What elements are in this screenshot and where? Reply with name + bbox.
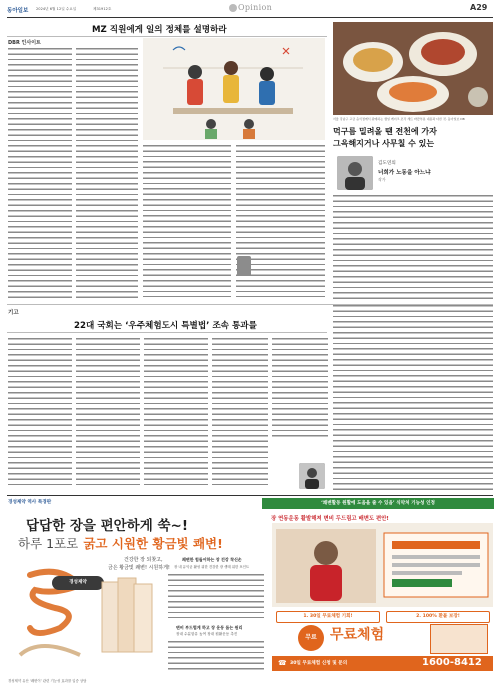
ad-body-text	[168, 641, 264, 671]
office-workers-illustration	[143, 38, 325, 140]
ad-right-photo	[272, 523, 493, 607]
columnist-portrait	[337, 156, 373, 190]
columnist-photo	[337, 156, 373, 190]
author-title: 김도연의	[378, 161, 396, 166]
column-label: DBR 인사이트	[8, 40, 41, 46]
author-photo	[237, 256, 251, 276]
ad-approval-banner: ‘쾌변활동 원활에 도움을 줄 수 있음’ 식약처 기능성 인정	[262, 498, 494, 509]
ad-footer-note: 변비 부드럽게 하고 장 운동 돕는 원리	[176, 625, 243, 630]
body-text	[76, 338, 140, 488]
body-text	[8, 338, 72, 488]
page-number: A29	[470, 3, 488, 12]
ad-sub-2: 금은 황금빛 쾌변! 시원하게!	[108, 565, 170, 571]
product-packets	[96, 574, 156, 660]
body-text	[272, 338, 328, 438]
body-text	[143, 145, 231, 297]
illustration	[143, 38, 325, 140]
ad-headline-plain: 하루 1포로	[18, 536, 79, 551]
intestine-illustration	[10, 555, 90, 673]
body-text	[333, 305, 493, 491]
essay-headline-1: 먹구름 밀려올 땐 전천에 가자	[333, 127, 437, 136]
ad-gift-box	[430, 624, 488, 654]
headline-rule	[7, 36, 327, 37]
free-badge	[298, 625, 324, 651]
offer-2[interactable]: 2. 100% 환불 보장!	[386, 611, 490, 623]
ad-packets	[96, 574, 156, 660]
free-badge-text: 무료	[305, 634, 317, 641]
ad-company: 경성제약 역사 특경판	[8, 500, 52, 505]
contributor-photo	[299, 463, 325, 489]
headline-rule	[7, 332, 327, 333]
food-photo-graphic	[333, 22, 493, 115]
photo-caption: 서울 강남구 고급 음식점에서 판매하는 생일 케이크 조각 세트 바깥부분 내용과 다른 것. 동아일보 DB	[333, 117, 465, 121]
free-label: 무료체험	[330, 627, 385, 643]
contribution-headline: 22대 국회는 ‘우주체험도시 특별법’ 조속 통과를	[74, 321, 257, 331]
column-headline: MZ 직원에게 일의 정체를 설명하라	[92, 25, 227, 35]
phone-prefix: 30일 무료체험 신청 및 문의	[290, 661, 348, 666]
food-photo	[333, 22, 493, 115]
essay-headline-2: 그윽해지거나 사무칠 수 있는	[333, 139, 435, 148]
ad-right-header: 장 연동운동 활발해져 변비 두드림고 배변도 편안!	[271, 516, 389, 522]
phone-icon: ☎	[278, 659, 287, 667]
body-text	[333, 195, 493, 301]
body-text	[8, 48, 72, 298]
ad-body-text	[168, 574, 264, 618]
ad-headline-1: 답답한 장을 편안하게 쑥~!	[26, 518, 188, 534]
ad-footer-note-2: 장내 수분함유 높여 장내 원활운동 촉진	[176, 632, 238, 636]
ad-lifestyle-photo	[272, 523, 493, 607]
contribution-label: 기고	[8, 310, 19, 316]
author-role: 작가	[378, 177, 386, 182]
body-text	[144, 338, 208, 488]
ad-headline-accent: 굵고 시원한 황금빛 쾌변!	[83, 536, 223, 551]
ad-product-graphic	[10, 555, 90, 673]
masthead-rule	[7, 17, 493, 18]
paper-name: 동아일보	[7, 8, 29, 14]
ad-headline-2	[18, 533, 223, 552]
body-text	[76, 48, 138, 298]
section-title: Opinion	[238, 3, 273, 12]
ad-caption: 경성제약 유산 ‘쾌변이’ 관련 기능성 효과를 입증 상담	[8, 679, 87, 683]
issue-number: 제31912호	[93, 7, 112, 11]
phone-bar[interactable]	[272, 656, 493, 671]
ad-body-intro-2: 장 내 유익균 활성 위한 건강한 장 생태 위한 포인트	[174, 565, 250, 569]
ad-rule	[7, 495, 493, 496]
ad-brand-mark: 경성제약	[69, 580, 87, 585]
body-text	[212, 338, 268, 488]
author-name: 너희가 노동을 아느냐	[378, 170, 431, 176]
ad-sub-1: 건강한 장 되찾고,	[124, 557, 163, 563]
contributor-portrait	[299, 463, 325, 489]
phone-number: 1600-8412	[422, 657, 482, 668]
section-mark-icon	[229, 4, 237, 12]
offer-1[interactable]: 1. 30일 무료체험 기회!	[276, 611, 380, 623]
ad-body-intro: 쾌변한 힘들어하는 장 건강 착신손	[182, 557, 242, 562]
issue-date: 2024년 6월 12일 수요일	[36, 7, 77, 11]
